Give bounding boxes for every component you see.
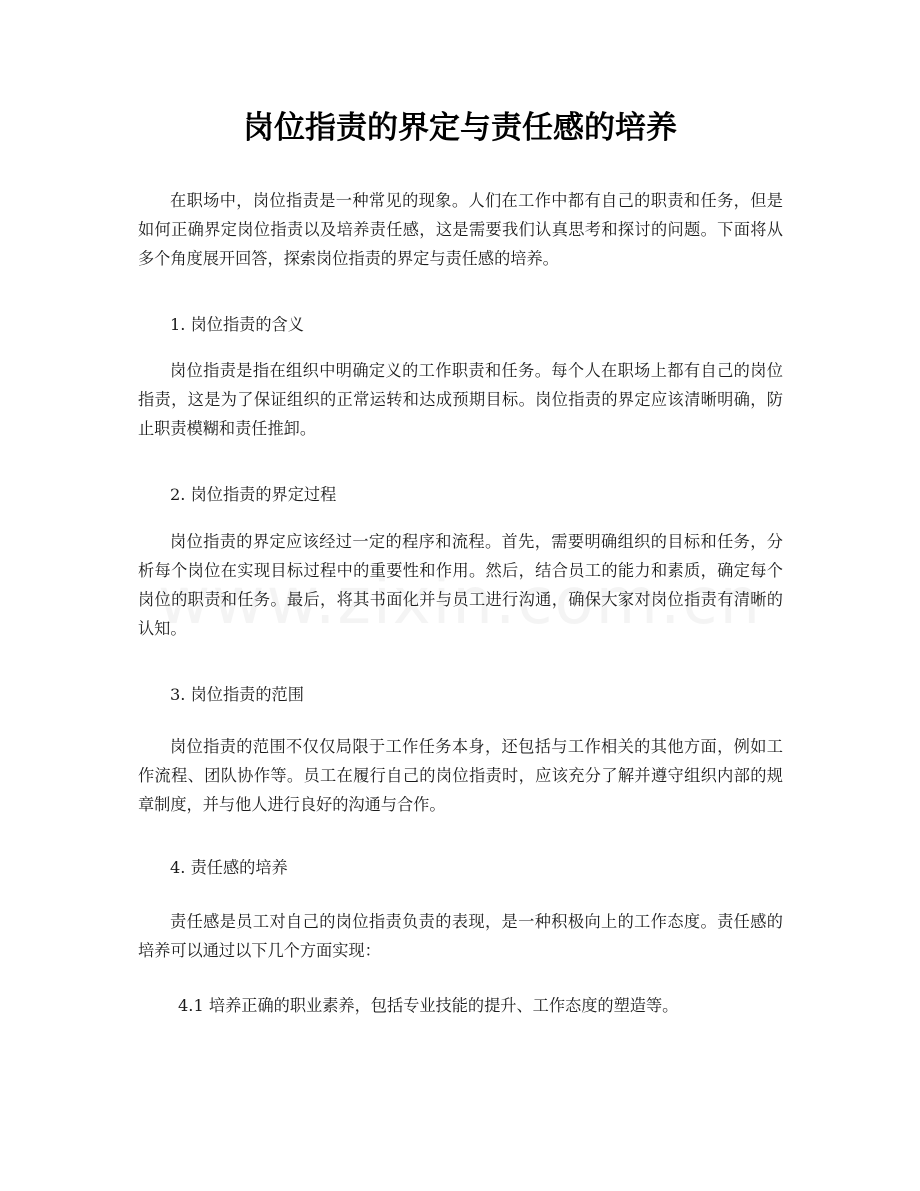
section-paragraph-4: 责任感是员工对自己的岗位指责负责的表现，是一种积极向上的工作态度。责任感的培养可以通过以下几个方面实现： — [138, 912, 783, 960]
section-heading-4: 4. 责任感的培养 — [170, 858, 288, 877]
section-heading-2: 2. 岗位指责的界定过程 — [170, 485, 337, 504]
section-paragraph-1: 岗位指责是指在组织中明确定义的工作职责和任务。每个人在职场上都有自己的岗位指责，这是为了保证组织的正常运转和达成预期目标。岗位指责的界定应该清晰明确，防止职责模糊和责任推卸。 — [138, 361, 783, 438]
section-heading-1: 1. 岗位指责的含义 — [170, 315, 304, 334]
section-paragraph-2: 岗位指责的界定应该经过一定的程序和流程。首先，需要明确组织的目标和任务，分析每个岗位在实现目标过程中的重要性和作用。然后，结合员工的能力和素质，确定每个岗位的职责和任务。最后，将其书面化并与员工进行沟通，确保大家对岗位指责有清晰的认知。 — [138, 532, 783, 638]
page-title: 岗位指责的界定与责任感的培养 — [243, 110, 677, 146]
intro-paragraph: 在职场中，岗位指责是一种常见的现象。人们在工作中都有自己的职责和任务，但是如何正确界定岗位指责以及培养责任感，这是需要我们认真思考和探讨的问题。下面将从多个角度展开回答，探索岗位指责的界定与责任感的培养。 — [138, 191, 783, 268]
section-heading-3: 3. 岗位指责的范围 — [170, 685, 304, 704]
section-paragraph-3: 岗位指责的范围不仅仅局限于工作任务本身，还包括与工作相关的其他方面，例如工作流程、团队协作等。员工在履行自己的岗位指责时，应该充分了解并遵守组织内部的规章制度，并与他人进行良好的沟通与合作。 — [138, 737, 783, 814]
sub-item-4-1: 4.1 培养正确的职业素养，包括专业技能的提升、工作态度的塑造等。 — [178, 996, 679, 1015]
